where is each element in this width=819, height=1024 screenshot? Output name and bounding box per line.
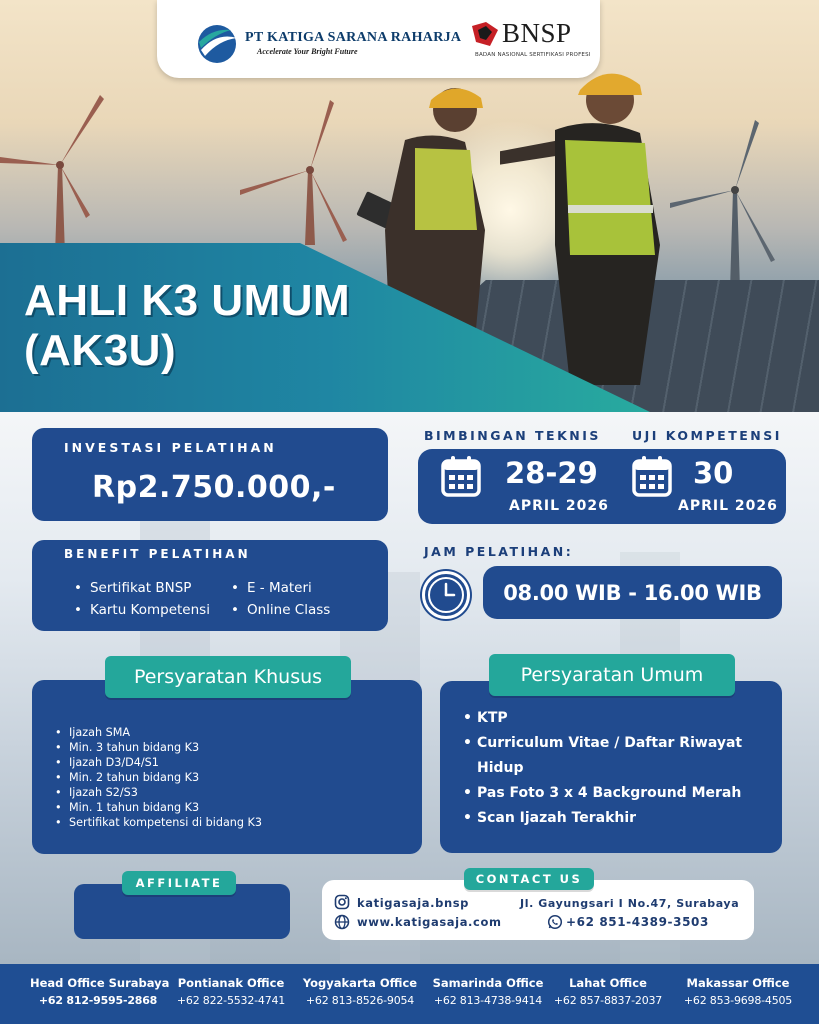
list-item: • Sertifikat kompetensi di bidang K3 xyxy=(55,815,262,830)
req-umum-title: Persyaratan Umum xyxy=(489,654,735,696)
list-item: • KTP xyxy=(463,706,763,731)
contact-label: CONTACT US xyxy=(464,868,594,890)
list-item: • Ijazah D3/D4/S1 xyxy=(55,755,262,770)
wind-turbine-icon xyxy=(0,95,120,255)
office-phone[interactable]: +62 857-8837-2037 xyxy=(553,994,663,1007)
worker-figure xyxy=(500,55,680,389)
bimtek-month: APRIL 2026 xyxy=(509,498,609,514)
benefit-item: • Sertifikat BNSP xyxy=(74,580,191,596)
instagram-handle[interactable]: katigasaja.bnsp xyxy=(357,896,470,910)
office-phone[interactable]: +62 822-5532-4741 xyxy=(176,994,286,1007)
office-phone[interactable]: +62 813-8526-9054 xyxy=(305,994,415,1007)
req-khusus-title: Persyaratan Khusus xyxy=(105,656,351,698)
benefit-label: BENEFIT PELATIHAN xyxy=(64,547,251,561)
company-tagline: Accelerate Your Bright Future xyxy=(257,47,358,56)
office-item xyxy=(163,976,299,1007)
req-umum-list xyxy=(463,706,763,831)
page-title xyxy=(24,276,350,376)
office-phone[interactable]: +62 812-9595-2868 xyxy=(38,994,158,1007)
office-item xyxy=(30,976,170,1007)
address-text: Jl. Gayungsari I No.47, Surabaya xyxy=(520,897,740,910)
office-name: Lahat Office xyxy=(569,976,647,990)
office-phone[interactable]: +62 853-9698-4505 xyxy=(683,994,793,1007)
benefit-item: • Kartu Kompetensi xyxy=(74,602,210,618)
instagram-icon xyxy=(334,894,350,910)
bimtek-label: BIMBINGAN TEKNIS xyxy=(424,428,601,443)
list-item: • Scan Ijazah Terakhir xyxy=(463,806,763,831)
whatsapp-icon xyxy=(547,914,563,930)
uji-label: UJI KOMPETENSI xyxy=(632,428,782,443)
list-item: • Ijazah S2/S3 xyxy=(55,785,262,800)
globe-icon xyxy=(334,914,350,930)
bnsp-logo-icon xyxy=(470,20,500,48)
calendar-icon xyxy=(632,455,672,497)
list-item: • Min. 2 tahun bidang K3 xyxy=(55,770,262,785)
office-name: Makassar Office xyxy=(686,976,790,990)
uji-month: APRIL 2026 xyxy=(678,498,778,514)
bnsp-full-name: BADAN NASIONAL SERTIFIKASI PROFESI xyxy=(475,52,591,58)
title-line-1: AHLI K3 UMUM xyxy=(24,276,351,325)
office-name: Yogyakarta Office xyxy=(302,976,418,990)
office-name: Pontianak Office xyxy=(177,976,285,990)
list-item: • Ijazah SMA xyxy=(55,725,262,740)
katiga-logo-icon xyxy=(195,24,239,64)
logo-card xyxy=(157,0,600,78)
investment-label: INVESTASI PELATIHAN xyxy=(64,440,277,455)
investment-price: Rp2.750.000,- xyxy=(92,470,336,505)
req-khusus-list xyxy=(55,725,262,830)
benefit-item: • E - Materi xyxy=(231,580,312,596)
whatsapp-number[interactable]: +62 851-4389-3503 xyxy=(566,915,709,929)
office-name: Samarinda Office xyxy=(432,976,544,990)
office-phone[interactable]: +62 813-4738-9414 xyxy=(433,994,543,1007)
office-item xyxy=(292,976,428,1007)
title-line-2: (AK3U) xyxy=(24,326,177,375)
uji-day: 30 xyxy=(693,456,734,490)
list-item: • Pas Foto 3 x 4 Background Merah xyxy=(463,781,763,806)
office-item xyxy=(670,976,806,1007)
clock-icon xyxy=(422,571,470,619)
affiliate-label: AFFILIATE xyxy=(122,871,236,895)
bnsp-name: BNSP xyxy=(502,18,572,48)
list-item: • Min. 3 tahun bidang K3 xyxy=(55,740,262,755)
office-item xyxy=(540,976,676,1007)
calendar-icon xyxy=(441,455,481,497)
benefit-item: • Online Class xyxy=(231,602,330,618)
bimtek-days: 28-29 xyxy=(505,456,598,490)
office-item xyxy=(420,976,556,1007)
list-item: • Curriculum Vitae / Daftar Riwayat Hidup xyxy=(463,731,763,781)
wind-turbine-icon xyxy=(235,100,355,245)
company-name: PT KATIGA SARANA RAHARJA xyxy=(245,30,462,45)
office-footer xyxy=(0,964,819,1024)
office-name: Head Office Surabaya xyxy=(30,976,170,990)
list-item: • Min. 1 tahun bidang K3 xyxy=(55,800,262,815)
hours-value: 08.00 WIB - 16.00 WIB xyxy=(483,566,782,619)
hero-photo xyxy=(0,0,819,412)
hours-label: JAM PELATIHAN: xyxy=(424,544,574,559)
wind-turbine-icon xyxy=(670,120,780,290)
website-link[interactable]: www.katigasaja.com xyxy=(357,915,502,929)
